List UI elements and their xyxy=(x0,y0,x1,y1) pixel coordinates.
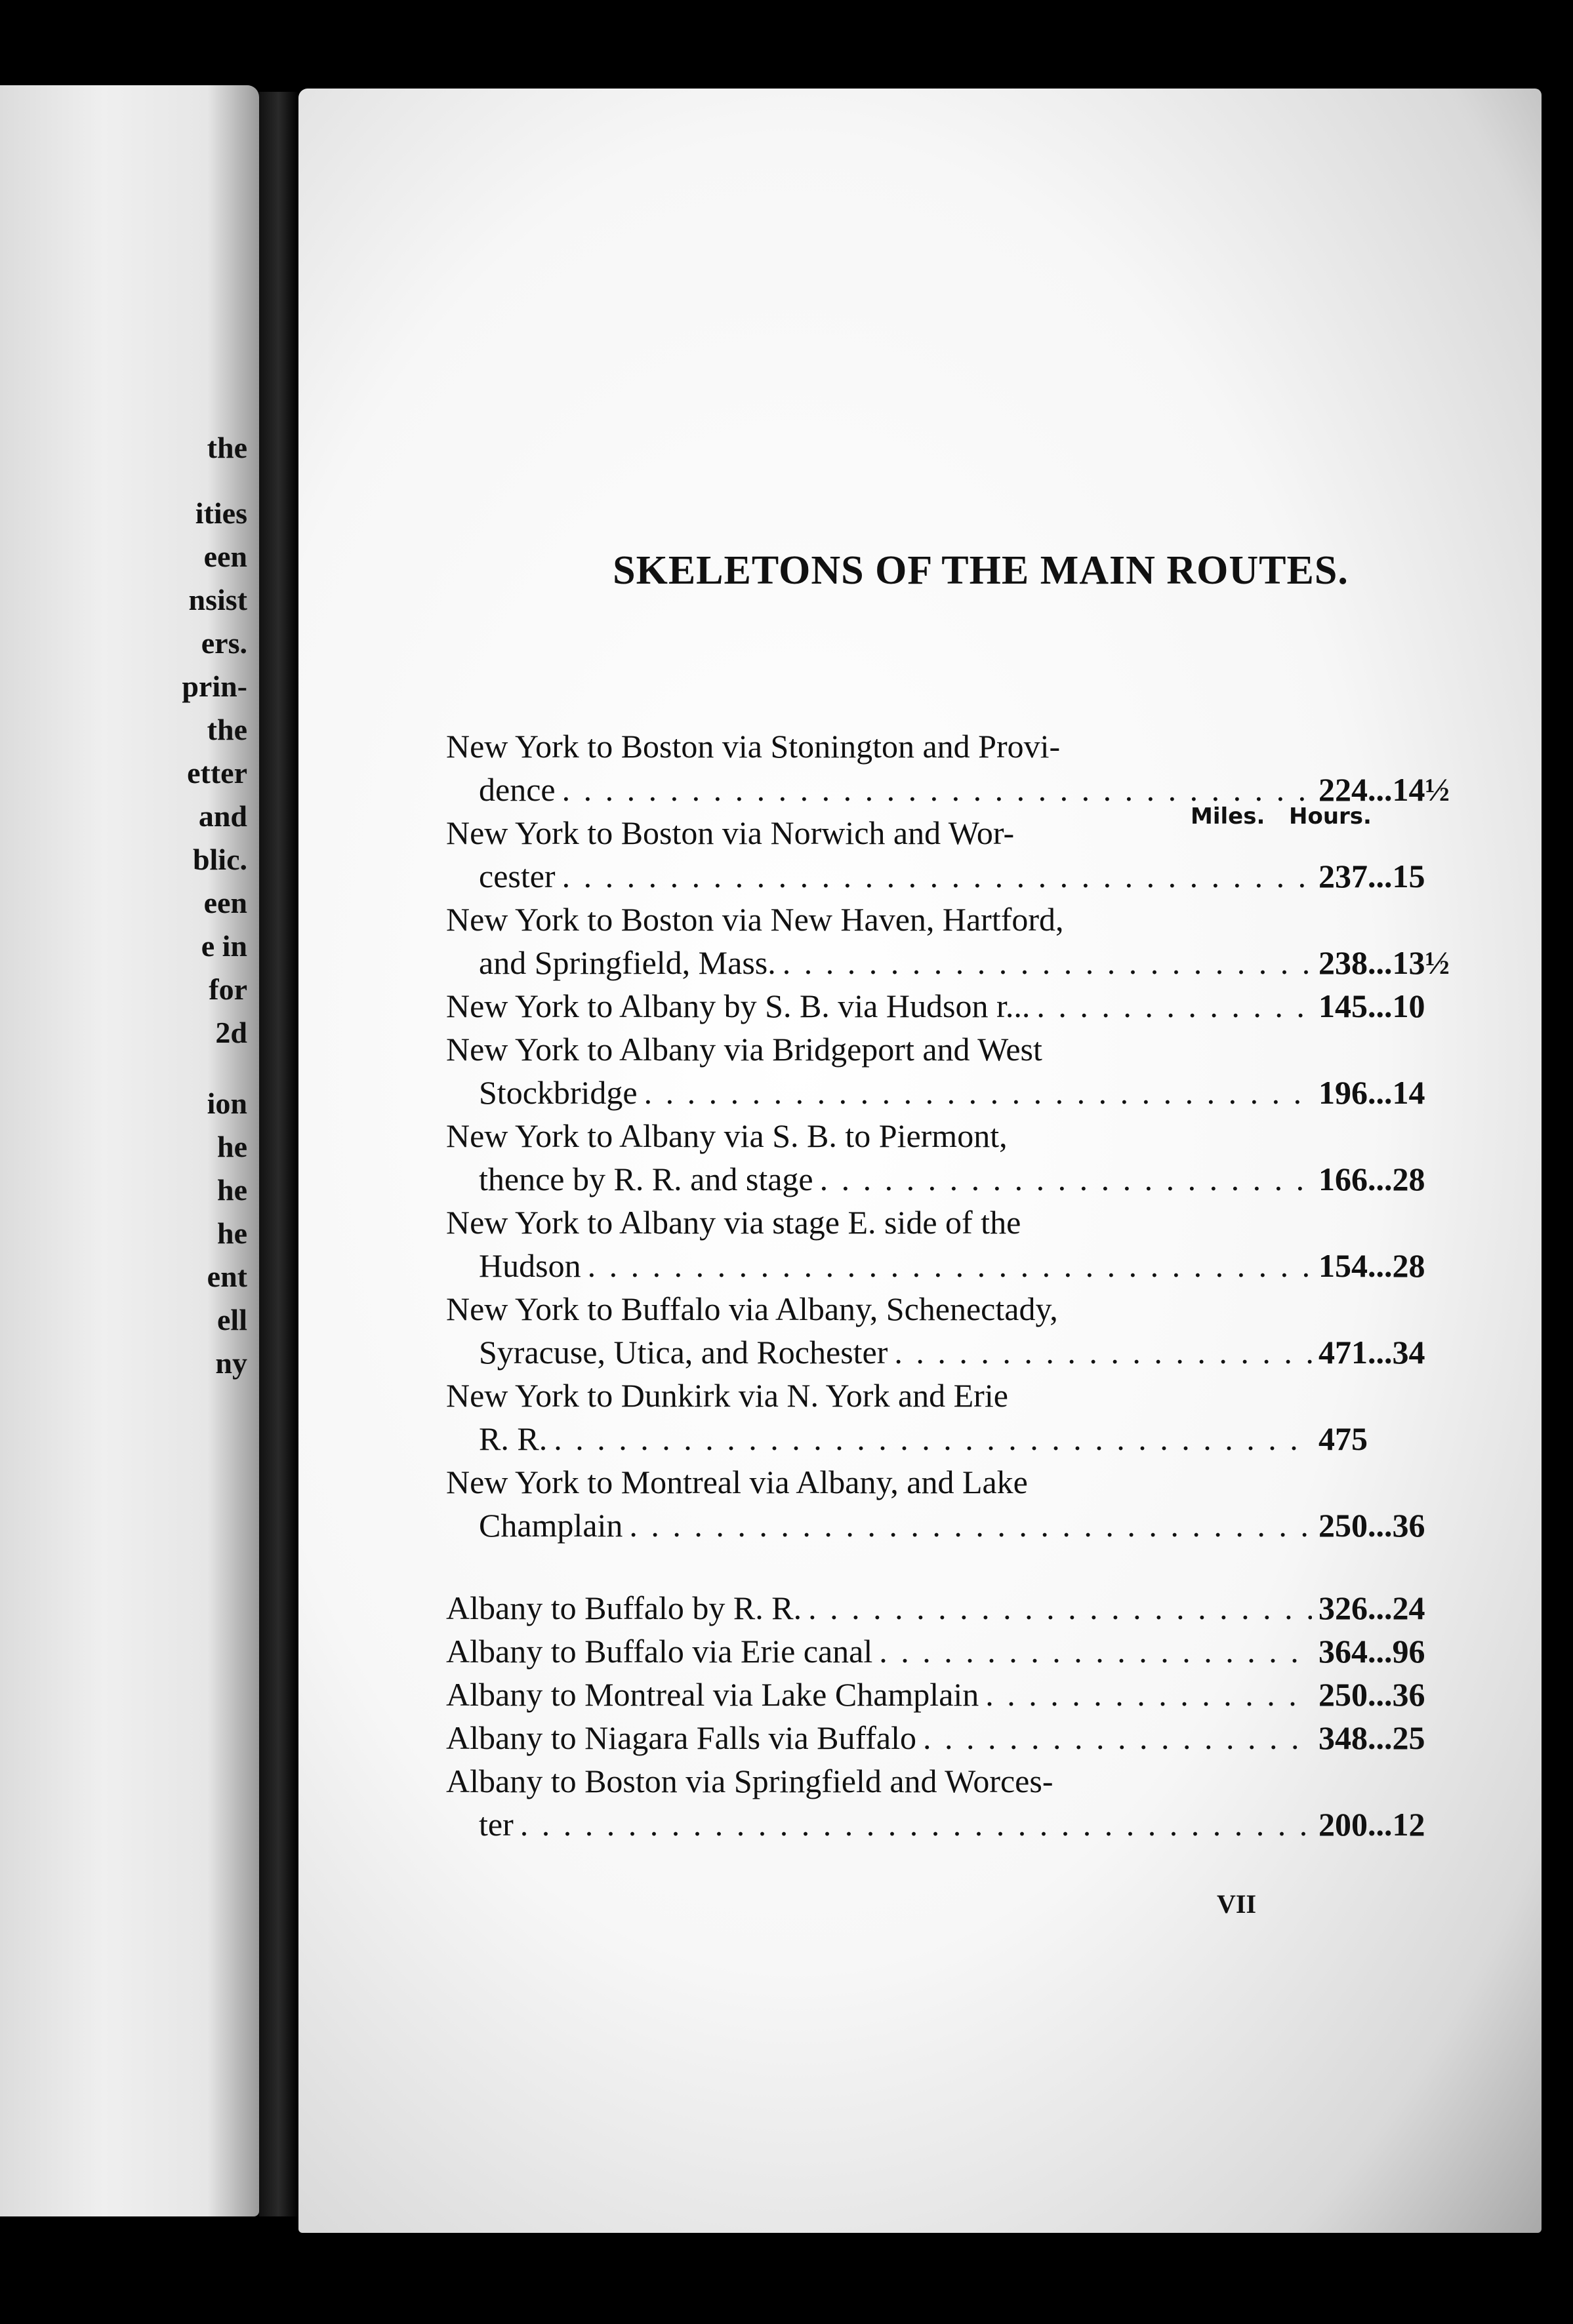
hours-column-header: Hours. xyxy=(1289,803,1372,830)
miles-hours-value: 348...25 xyxy=(1318,1719,1425,1756)
miles-hours-value: 200...12 xyxy=(1318,1806,1425,1843)
miles-hours-value: 475 xyxy=(1318,1420,1368,1457)
miles-hours-value: 196...14 xyxy=(1318,1074,1425,1111)
facing-page-text-fragment: ion xyxy=(207,1087,247,1120)
book-spine-gutter xyxy=(259,92,298,2216)
route-description-line: New York to Dunkirk via N. York and Erie xyxy=(446,1377,1008,1414)
facing-page-text-fragment: he xyxy=(217,1216,247,1250)
dot-leader xyxy=(1036,984,1312,1028)
page-right xyxy=(298,89,1542,2233)
route-entry xyxy=(446,1201,1489,1287)
route-description-line: Champlain xyxy=(479,1507,623,1544)
route-description-line: ter xyxy=(479,1806,514,1843)
miles-hours-value: 471...34 xyxy=(1318,1334,1425,1371)
route-description-line: New York to Albany by S. B. via Hudson r... xyxy=(446,988,1031,1024)
facing-page-text-fragment: he xyxy=(217,1173,247,1207)
page-title: SKELETONS OF THE MAIN ROUTES. xyxy=(613,548,1349,593)
dot-leader xyxy=(554,1417,1312,1460)
route-entry xyxy=(446,1673,1489,1716)
facing-page-text-fragment: for xyxy=(209,972,247,1006)
facing-page-text-fragment: ent xyxy=(207,1260,247,1293)
facing-page-text-fragment: e in xyxy=(201,929,247,963)
route-entry xyxy=(446,1586,1489,1630)
route-description-line: Albany to Buffalo by R. R. xyxy=(446,1590,802,1626)
facing-page-text-fragment: and xyxy=(198,799,247,833)
route-description-line: Stockbridge xyxy=(479,1074,638,1111)
miles-hours-value: 166...28 xyxy=(1318,1161,1425,1197)
route-description-line: Albany to Boston via Springfield and Worces- xyxy=(446,1763,1053,1799)
dot-leader xyxy=(520,1803,1312,1846)
miles-hours-value: 250...36 xyxy=(1318,1507,1425,1544)
miles-hours-value: 326...24 xyxy=(1318,1590,1425,1626)
facing-page-text-fragment: een xyxy=(203,540,247,573)
facing-page-text-fragment: ny xyxy=(215,1346,247,1380)
miles-hours-value: 224...14½ xyxy=(1318,771,1450,808)
route-description-line: New York to Albany via stage E. side of the xyxy=(446,1204,1021,1241)
route-entry xyxy=(446,1460,1489,1547)
miles-column-header: Miles. xyxy=(1191,803,1265,830)
route-entry xyxy=(446,898,1489,984)
facing-page-text-fragment: the xyxy=(207,713,247,746)
facing-page-text-fragment: ers. xyxy=(201,626,247,660)
miles-hours-value: 250...36 xyxy=(1318,1676,1425,1713)
dot-leader xyxy=(562,768,1312,811)
route-entry xyxy=(446,1630,1489,1673)
dot-leader xyxy=(783,941,1312,984)
route-description-line: Albany to Montreal via Lake Champlain xyxy=(446,1676,979,1713)
route-entry xyxy=(446,1374,1489,1460)
route-description-line: dence xyxy=(479,771,556,808)
dot-leader xyxy=(894,1331,1312,1374)
facing-page-text-fragment: he xyxy=(217,1130,247,1163)
route-description-line: thence by R. R. and stage xyxy=(479,1161,813,1197)
route-entry xyxy=(446,1716,1489,1759)
facing-page-text-fragment: ities xyxy=(195,496,247,530)
route-description-line: Hudson xyxy=(479,1247,581,1284)
miles-hours-value: 237...15 xyxy=(1318,858,1425,894)
route-description-line: New York to Montreal via Albany, and Lake xyxy=(446,1464,1028,1500)
facing-page-text-fragment: nsist xyxy=(188,583,247,616)
route-entry xyxy=(446,725,1489,811)
facing-page-text-fragment: een xyxy=(203,886,247,919)
route-description-line: New York to Buffalo via Albany, Schenectady, xyxy=(446,1291,1058,1327)
dot-leader xyxy=(808,1586,1312,1630)
facing-page-text-fragment: prin- xyxy=(182,670,247,703)
facing-page-text-fragment: blic. xyxy=(192,843,247,876)
dot-leader xyxy=(820,1157,1312,1201)
route-description-line: New York to Boston via Stonington and Provi- xyxy=(446,728,1061,765)
dot-leader xyxy=(588,1244,1312,1287)
route-entry xyxy=(446,811,1489,898)
route-description-line: R. R. xyxy=(479,1420,548,1457)
dot-leader xyxy=(923,1716,1312,1759)
route-entry xyxy=(446,1028,1489,1114)
dot-leader xyxy=(629,1504,1312,1547)
facing-page-text-fragment: the xyxy=(207,431,247,464)
route-description-line: New York to Albany via Bridgeport and West xyxy=(446,1031,1042,1068)
facing-page-left xyxy=(0,85,259,2216)
route-entry xyxy=(446,1287,1489,1374)
route-description-line: cester xyxy=(479,858,556,894)
route-description-line: New York to Albany via S. B. to Piermont, xyxy=(446,1117,1008,1154)
dot-leader xyxy=(562,854,1312,898)
route-description-line: Albany to Buffalo via Erie canal xyxy=(446,1633,873,1670)
page-number: VII xyxy=(1217,1889,1257,1919)
facing-page-text-fragment: 2d xyxy=(215,1016,247,1049)
route-entry xyxy=(446,1114,1489,1201)
miles-hours-value: 145...10 xyxy=(1318,988,1425,1024)
facing-page-text-fragment: ell xyxy=(217,1303,247,1336)
route-description-line: New York to Boston via New Haven, Hartford, xyxy=(446,901,1064,938)
route-description-line: Syracuse, Utica, and Rochester xyxy=(479,1334,888,1371)
miles-hours-value: 238...13½ xyxy=(1318,944,1450,981)
route-description-line: New York to Boston via Norwich and Wor- xyxy=(446,814,1015,851)
route-entry xyxy=(446,1759,1489,1846)
route-description-line: Albany to Niagara Falls via Buffalo xyxy=(446,1719,916,1756)
dot-leader xyxy=(985,1673,1312,1716)
miles-hours-value: 364...96 xyxy=(1318,1633,1425,1670)
dot-leader xyxy=(644,1071,1312,1114)
dot-leader xyxy=(879,1630,1312,1673)
route-description-line: and Springfield, Mass. xyxy=(479,944,776,981)
route-entry xyxy=(446,984,1489,1028)
facing-page-text-fragment: etter xyxy=(187,756,247,790)
miles-hours-value: 154...28 xyxy=(1318,1247,1425,1284)
